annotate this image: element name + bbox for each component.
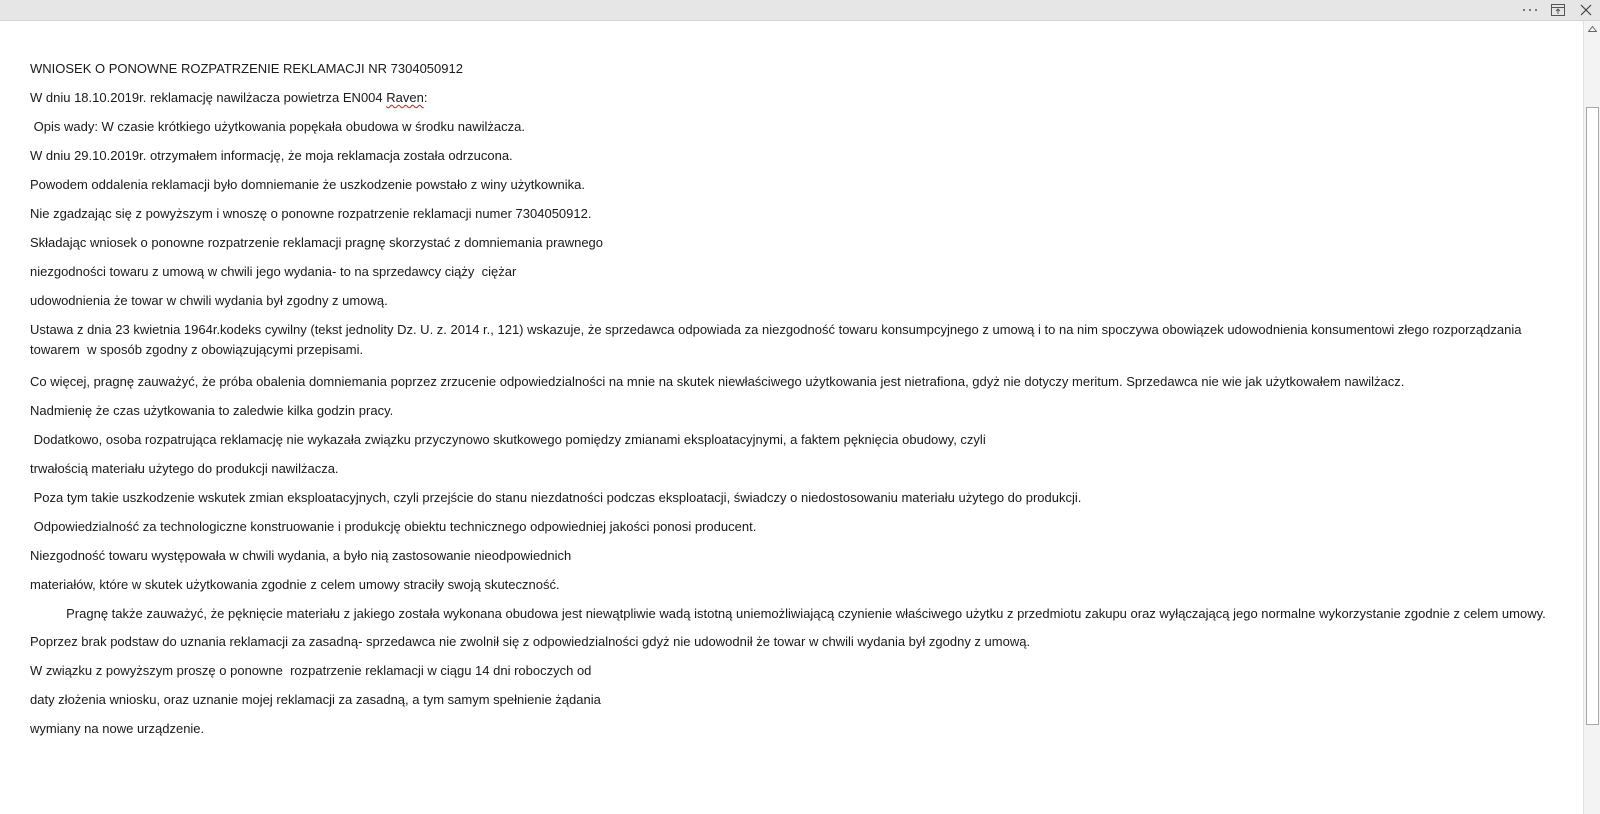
paragraph: niezgodności towaru z umową w chwili jego wydania- to na sprzedawcy ciąży ciężar	[30, 264, 517, 279]
paragraph: Odpowiedzialność za technologiczne konstruowanie i produkcję obiektu technicznego odpowiedniej jakości ponosi producent.	[30, 519, 757, 534]
paragraph: Nie zgadzając się z powyższym i wnoszę o ponowne rozpatrzenie reklamacji numer 7304050912.	[30, 206, 592, 221]
read-mode-icon[interactable]	[1544, 0, 1572, 20]
document-title: WNIOSEK O PONOWNE ROZPATRZENIE REKLAMACJI NR 7304050912	[30, 61, 463, 76]
paragraph: Pragnę także zauważyć, że pęknięcie materiału z jakiego została wykonana obudowa jest niewątpliwie wadą istotną uniemożliwiającą czynienie właściwego użytku z przedmiotu zakupu oraz wyłączającą jego normalne wykorzystanie zgodnie z celem umowy.	[30, 606, 1546, 621]
spellcheck-word[interactable]: Raven	[386, 90, 424, 105]
paragraph: Niezgodność towaru występowała w chwili wydania, a było nią zastosowanie nieodpowiednich	[30, 548, 572, 563]
more-dots-icon[interactable]	[1516, 0, 1544, 20]
window-controls	[1516, 0, 1600, 20]
paragraph: Poprzez brak podstaw do uznania reklamacji za zasadną- sprzedawca nie zwolnił się z odpowiedzialności gdyż nie udowodnił że towar w chwili wydania był zgodny z umową.	[30, 634, 1031, 649]
paragraph: Powodem oddalenia reklamacji było domniemanie że uszkodzenie powstało z winy użytkownika.	[30, 177, 585, 192]
vertical-scrollbar[interactable]	[1583, 21, 1600, 814]
title-bar	[0, 0, 1600, 21]
scrollbar-thumb[interactable]	[1586, 107, 1599, 725]
paragraph: Poza tym takie uszkodzenie wskutek zmian eksploatacyjnych, czyli przejście do stanu niezdatności podczas eksploatacji, świadczy o niedostosowaniu materiału użytego do produkcji.	[30, 490, 1082, 505]
paragraph: udowodnienia że towar w chwili wydania był zgodny z umową.	[30, 293, 388, 308]
close-icon[interactable]	[1572, 0, 1600, 20]
document-body[interactable]	[30, 59, 1550, 739]
paragraph	[30, 88, 1550, 108]
text-run: :	[423, 90, 428, 105]
paragraph: Opis wady: W czasie krótkiego użytkowania popękała obudowa w środku nawilżacza.	[30, 119, 525, 134]
document-page[interactable]	[0, 21, 1584, 814]
paragraph: wymiany na nowe urządzenie.	[30, 721, 205, 736]
paragraph: Składając wniosek o ponowne rozpatrzenie reklamacji pragnę skorzystać z domniemania prawnego	[30, 235, 604, 250]
paragraph: materiałów, które w skutek użytkowania zgodnie z celem umowy straciły swoją skuteczność.	[30, 577, 560, 592]
paragraph: W dniu 29.10.2019r. otrzymałem informację, że moja reklamacja została odrzucona.	[30, 148, 513, 163]
paragraph: Ustawa z dnia 23 kwietnia 1964r.kodeks cywilny (tekst jednolity Dz. U. z. 2014 r., 121) wskazuje, że sprzedawca odpowiada za niezgodność towaru konsumpcyjnego z umową i to na nim spoczywa obowiązek udowodnienia konsumentowi złego rozporządzania towarem w sposób zgodny z obowiązującymi przepisami.	[30, 322, 1526, 357]
text-run: W dniu 18.10.2019r. reklamację nawilżacza powietrza EN004	[30, 90, 387, 105]
paragraph: Co więcej, pragnę zauważyć, że próba obalenia domniemania poprzez zrzucenie odpowiedzialności na mnie na skutek niewłaściwego użytkowania jest nietrafiona, gdyż nie dotyczy meritum. Sprzedawca nie wie jak użytkowałem nawilżacz.	[30, 374, 1405, 389]
paragraph: trwałością materiału użytego do produkcji nawilżacza.	[30, 461, 339, 476]
paragraph: Dodatkowo, osoba rozpatrująca reklamację nie wykazała związku przyczynowo skutkowego pomiędzy zmianami eksploatacyjnymi, a faktem pęknięcia obudowy, czyli	[30, 432, 986, 447]
paragraph: W związku z powyższym proszę o ponowne rozpatrzenie reklamacji w ciągu 14 dni roboczych od	[30, 663, 592, 678]
paragraph: Nadmienię że czas użytkowania to zaledwie kilka godzin pracy.	[30, 403, 394, 418]
scroll-up-arrow-icon[interactable]	[1584, 21, 1600, 36]
paragraph: daty złożenia wniosku, oraz uznanie mojej reklamacji za zasadną, a tym samym spełnienie żądania	[30, 692, 601, 707]
